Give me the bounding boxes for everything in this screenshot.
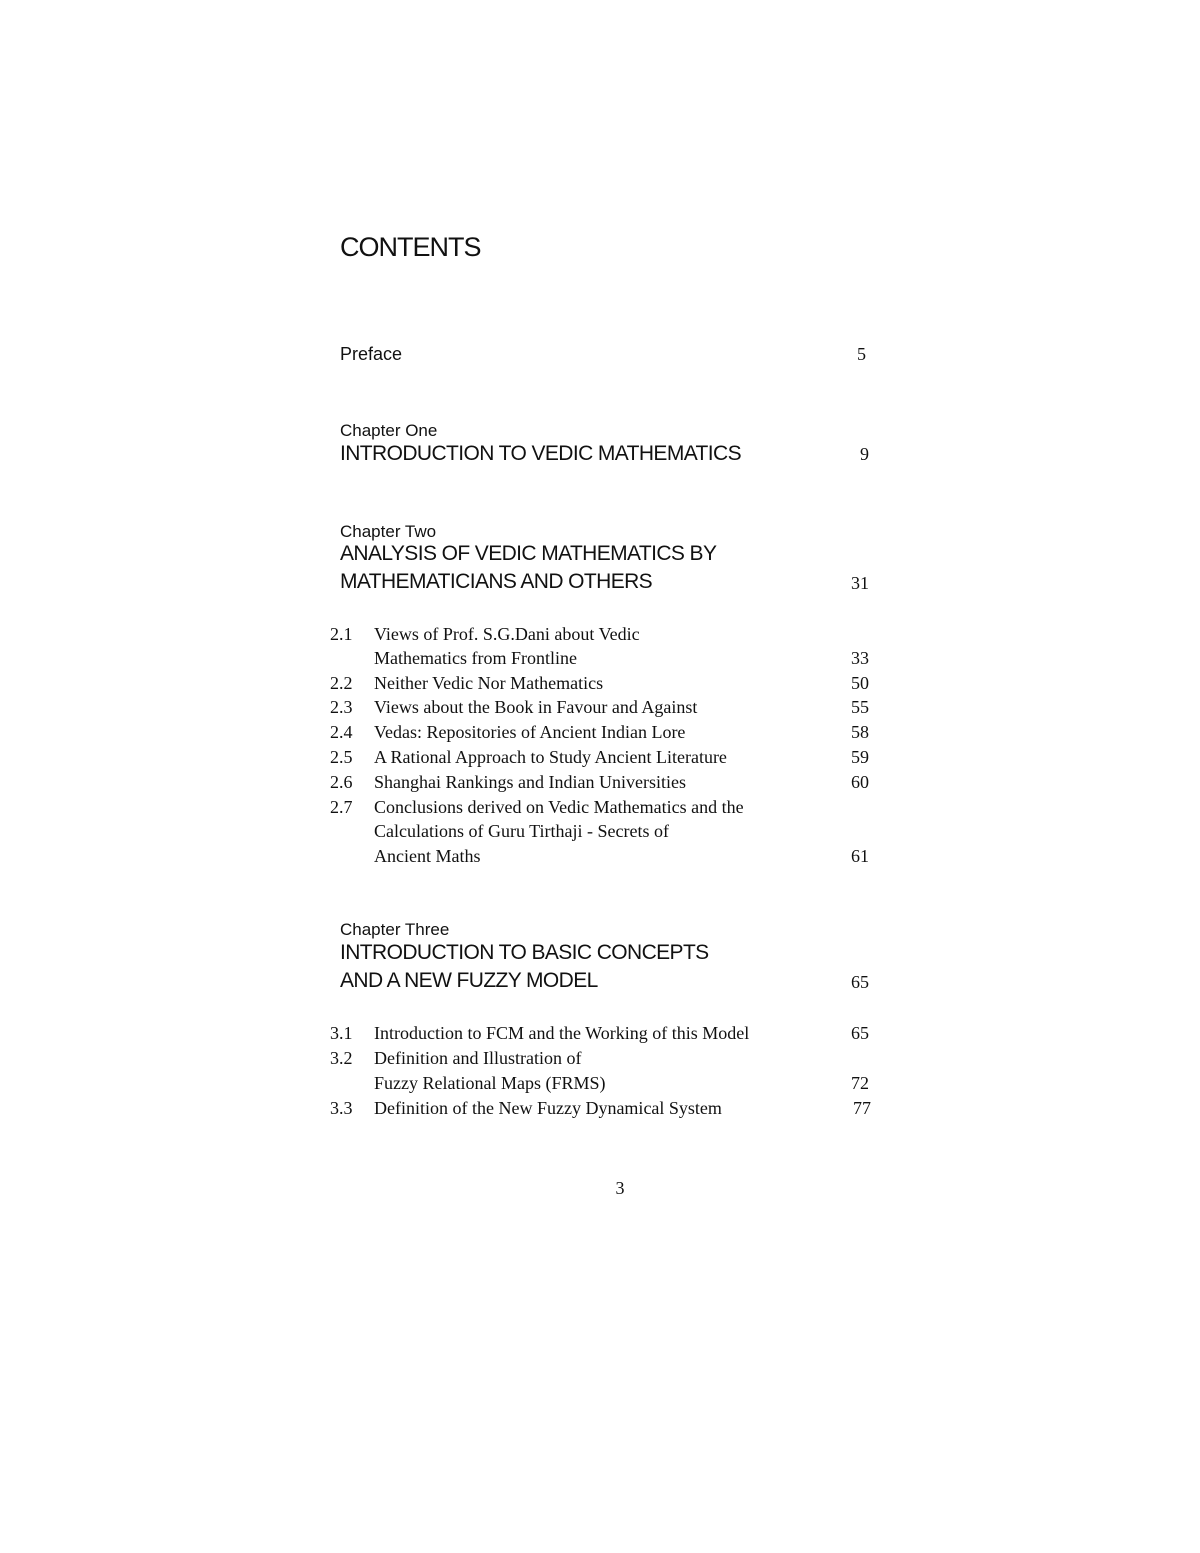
section-number: 2.5 — [330, 747, 353, 767]
section-title-continued: Fuzzy Relational Maps (FRMS) — [374, 1073, 606, 1093]
chapter-three-page-number: 65 — [851, 972, 869, 992]
section-number: 2.1 — [330, 624, 353, 644]
section-title: Neither Vedic Nor Mathematics — [374, 673, 604, 693]
chapter-two-page-number: 31 — [851, 573, 869, 593]
chapter-one-page-number: 9 — [860, 444, 869, 464]
contents-heading: CONTENTS — [340, 232, 481, 262]
page-number: 3 — [615, 1178, 625, 1198]
section-page-number: 61 — [851, 846, 869, 866]
section-title: Definition of the New Fuzzy Dynamical System — [374, 1098, 722, 1118]
section-page-number: 58 — [851, 722, 869, 742]
section-page-number: 33 — [851, 648, 869, 668]
section-title: Conclusions derived on Vedic Mathematics and the — [374, 797, 744, 817]
preface-page-number: 5 — [857, 344, 866, 364]
section-title: Views of Prof. S.G.Dani about Vedic — [374, 624, 640, 644]
section-number: 3.2 — [330, 1048, 353, 1068]
section-title: Definition and Illustration of — [374, 1048, 582, 1068]
section-title-continued: Mathematics from Frontline — [374, 648, 577, 668]
section-page-number: 50 — [851, 673, 869, 693]
preface-label: Preface — [340, 344, 403, 364]
section-title: Introduction to FCM and the Working of this Model — [374, 1023, 750, 1043]
section-page-number: 60 — [851, 772, 869, 792]
section-page-number: 55 — [851, 697, 869, 717]
chapter-three-title-line1: INTRODUCTION TO BASIC CONCEPTS — [340, 941, 709, 964]
section-title: Views about the Book in Favour and Against — [374, 697, 698, 717]
chapter-three-title-line2: AND A NEW FUZZY MODEL — [340, 969, 598, 992]
chapter-three-label: Chapter Three — [340, 920, 450, 939]
chapter-one-label: Chapter One — [340, 421, 438, 440]
section-title: Vedas: Repositories of Ancient Indian Lore — [374, 722, 686, 742]
section-number: 2.7 — [330, 797, 353, 817]
section-number: 2.3 — [330, 697, 353, 717]
section-number: 3.1 — [330, 1023, 353, 1043]
chapter-one-title: INTRODUCTION TO VEDIC MATHEMATICS — [340, 442, 741, 465]
chapter-two-title-line2: MATHEMATICIANS AND OTHERS — [340, 570, 653, 593]
section-title-continued: Calculations of Guru Tirthaji - Secrets of — [374, 821, 669, 841]
chapter-two-label: Chapter Two — [340, 522, 437, 541]
chapter-two-title-line1: ANALYSIS OF VEDIC MATHEMATICS BY — [340, 542, 717, 565]
section-number: 2.6 — [330, 772, 353, 792]
section-title: Shanghai Rankings and Indian Universities — [374, 772, 686, 792]
section-page-number: 65 — [851, 1023, 869, 1043]
section-page-number: 72 — [851, 1073, 869, 1093]
section-title-continued: Ancient Maths — [374, 846, 481, 866]
section-title: A Rational Approach to Study Ancient Literature — [374, 747, 727, 767]
section-number: 3.3 — [330, 1098, 353, 1118]
section-page-number: 77 — [853, 1098, 871, 1118]
section-number: 2.2 — [330, 673, 353, 693]
section-number: 2.4 — [330, 722, 353, 742]
section-page-number: 59 — [851, 747, 869, 767]
